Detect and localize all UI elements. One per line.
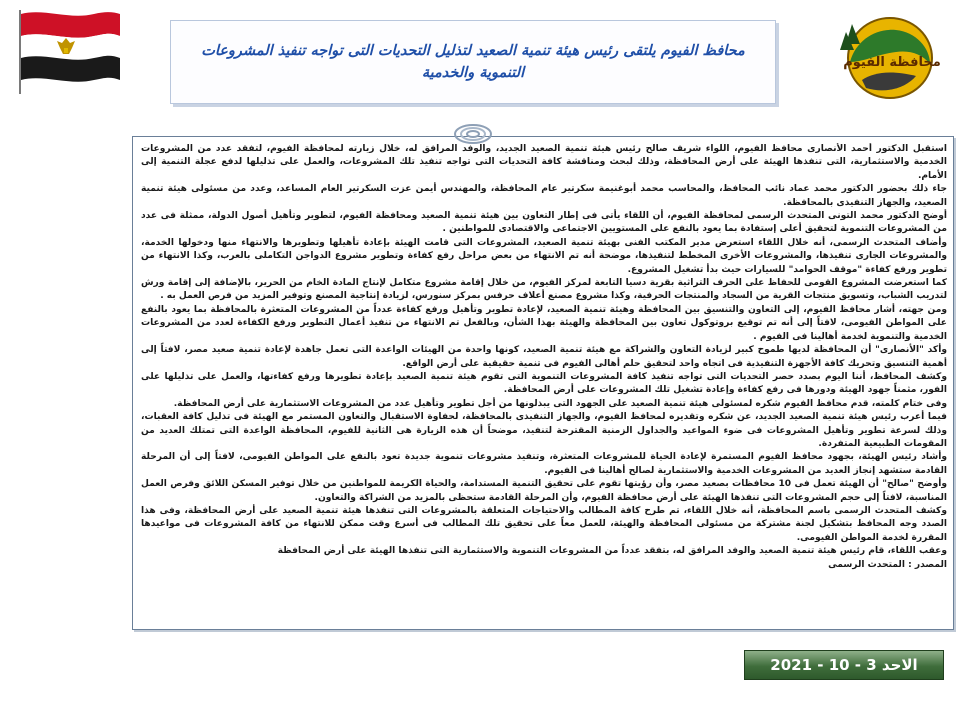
article-paragraph: جاء ذلك بحضور الدكتور محمد عماد نائب المحافظ، والمحاسب محمد أبوغنيمة سكرتير عام المحافظة، والمهندس أيمن عزت السكرتير العام المساعد، وعدد من مسئولى هيئة تنمية الصعيد، والجهاز التنفيذى بالمحافظة. (141, 184, 947, 208)
date-bar (744, 650, 944, 680)
article-source: المصدر : المتحدث الرسمى (828, 559, 947, 570)
article-paragraph: كما استعرضت المشروع القومى للحفاظ على الحرف التراثية بقرية دسيا التابعة لمركز الفيوم، من خلال إقامة مشروع متكامل لإنتاج المادة الخام من الحرير، بالإضافة إلى إقامة ورش لتدريب الشباب، وتسويق منتجات القرية من السجاد والمنتجات الحرفية، وكذا مشروع مصنع أعلاف حرفس بمركز سنورس، لزيادة إنتاجية المصنع وتوفير المزيد من فرص العمل به . (141, 278, 947, 302)
binder-rings-icon (452, 123, 494, 145)
article-paragraph: استقبل الدكتور أحمد الأنصارى محافظ الفيوم، اللواء شريف صالح رئيس هيئة تنمية الصعيد الجديد، والوفد المرافق له، خلال زيارته لمحافظة الفيوم، لتفقد عدد من المشروعات الخدمية والاستثمارية، التى تنفذها الهيئة على أرض المحافظة، وذلك لبحث ومناقشة كافة التحديات التى تواجه تنفيذ تلك المشروعات، والعمل على تذليلها لدفع عجلة التنمية إلى الأمام. (141, 144, 947, 181)
fayoum-governorate-logo (826, 10, 946, 105)
article-paragraph: ومن جهته، أشار محافظ الفيوم، إلى التعاون والتنسيق بين المحافظة وهيئة تنمية الصعيد، لإعادة تطوير وتأهيل ورفع كفاءة عدداً من المشروعات المتعثرة بالمحافظة بما يعود بالنفع على المواطن الفيومى، لافتاً إلى أنه تم توقيع بروتوكول تعاون بين المحافظة والهيئة بهذا الشأن، وبالفعل تم الانتهاء من تنفيذ أعمال التطوير ورفع الكفاءة لعدد من المشروعات الخدمية والتنموية لخدمة أهالينا فى الفيوم . (141, 304, 947, 342)
article-panel (132, 136, 954, 630)
article-paragraph: وأكد "الأنصارى" أن المحافظة لديها طموح كبير لزيادة التعاون والشراكة مع هيئة تنمية الصعيد، كونها واحدة من الهيئات الواعدة التى تعمل جاهدة لإعادة تنمية صعيد مصر، لافتاً إلى أهمية التنسيق وتحريك كافة الأجهزة التنفيذية فى اتجاه واحد لتحقيق حلم أهالى الفيوم فى تنمية حقيقية على أرض الواقع. (141, 345, 947, 369)
article-paragraph: أوضح الدكتور محمد التونى المتحدث الرسمى لمحافظة الفيوم، أن اللقاء يأتى فى إطار التعاون بين هيئة تنمية الصعيد ومحافظة الفيوم، لتطوير وتأهيل أصول الدولة، ممثلة فى عدد من المشروعات التنموية لتحقيق أعلى إستفادة بما يعود بالنفع على المستويين الاجتماعى والاقتصادى للمواطنين . (141, 211, 947, 235)
page-title: محافظ الفيوم يلتقى رئيس هيئة تنمية الصعيد لتذليل التحديات التى تواجه تنفيذ المشروعات التنموية والخدمية (201, 43, 745, 81)
egypt-flag-icon (14, 6, 124, 96)
publish-date: الاحد 3 - 10 - 2021 (770, 656, 918, 674)
article-paragraph: فيما أعرب رئيس هيئة تنمية الصعيد الجديد، عن شكره وتقديره لمحافظ الفيوم، والجهاز التنفيذى بالمحافظة، لحفاوة الاستقبال والتعاون المستمر مع الهيئة فى تذليل كافة العقبات، وذلك لسرعة تطوير وتأهيل المشروعات فى ضوء المواعيد والجداول الزمنية المقترحة لتنفيذ، موضحاً أن هذه الزيارة هى الثانية للفيوم، المحافظة الواعدة التى تمتلك العديد من المقومات الطبيعية المتفردة. (141, 412, 947, 449)
article-paragraph: وكشف المحافظ، أننا اليوم بصدد حصر التحديات التى تواجه تنفيذ كافة المشروعات التنموية التى تقوم هيئة تنمية الصعيد بإعادة تطويرها ورفع كفاءتها، والعمل على تذليلها على الفور، مثمناً جهود الهيئة ودورها فى رفع كفاءة وإعادة تشغيل تلك المشروعات على أرض المحافظة. (141, 371, 947, 396)
article-paragraph: وأضاف المتحدث الرسمى، أنه خلال اللقاء استعرض مدير المكتب الفنى بهيئة تنمية الصعيد، المشروعات التى قامت الهيئة بإعادة تأهيلها وتطويرها والانتهاء منها ودخولها الخدمة، والمشروعات الجارى تنفيذها، والمشروعات الأخرى المخطط لتنفيذها، موضحة أنه تم الانتهاء من بعض مراحل رفع كفاءة وتطوير مشروع الدواجن التكاملى بالعرب، وكذا الانتهاء من تطوير ورفع كفاءة "موقف الحوامد" للسيارات حيث بدأ تشغيل المشروع. (141, 237, 947, 275)
article-paragraph: وعقب اللقاء، قام رئيس هيئة تنمية الصعيد والوفد المرافق له، بتفقد عدداً من المشروعات التنموية والاستثمارية التى تنفذها الهيئة على أرض المحافظة (277, 546, 947, 557)
article-paragraph: وفى ختام كلمته، قدم محافظ الفيوم شكره لمسئولى هيئة تنمية الصعيد على الجهود التى يبذلونها من أجل تطوير وتأهيل عدد من المشروعات الاستثمارية على أرض المحافظة. (173, 398, 947, 409)
article-body (141, 143, 947, 625)
article-paragraph: وأشاد رئيس الهيئة، بجهود محافظ الفيوم المستمرة لإعادة الحياة للمشروعات المتعثرة، وتنفيذ مشروعات تنموية جديدة تعود بالنفع على المواطن الفيومى، لافتاً إلى أن المرحلة القادمة ستشهد إنجاز العديد من المشروعات الخدمية والاستثمارية لصالح أهالينا فى الفيوم. (141, 452, 947, 476)
logo-text: محافظة الفيوم (843, 55, 941, 70)
title-box (170, 20, 776, 104)
article-paragraph: وأوضح "صالح" أن الهيئة تعمل فى 10 محافظات بصعيد مصر، وأن رؤيتها تقوم على تحقيق التنمية المستدامة، والحياة الكريمة للمواطنين من خلال توفير المسكن اللائق وفرص العمل المناسبة، لافتاً إلى حجم المشروعات التى تنفذها الهيئة على أرض محافظة الفيوم، وأن المرحلة القادمة ستحظى بالمزيد من الشراكة والتعاون. (141, 479, 947, 503)
article-paragraph: وكشف المتحدث الرسمى باسم المحافظة، أنه خلال اللقاء، تم طرح كافة المطالب والاحتياجات المتعلقة بالمشروعات التى تنفذها هيئة تنمية الصعيد على أرض المحافظة، وفى هذا الصدد وجه المحافظ بتشكيل لجنة مشتركة من مسئولى المحافظة والهيئة، للعمل معاً على تحقيق تلك المطالب فى أسرع وقت ممكن للانتهاء من كافة المشروعات فى مواعيدها المقررة لخدمة المواطن الفيومى. (141, 505, 947, 543)
